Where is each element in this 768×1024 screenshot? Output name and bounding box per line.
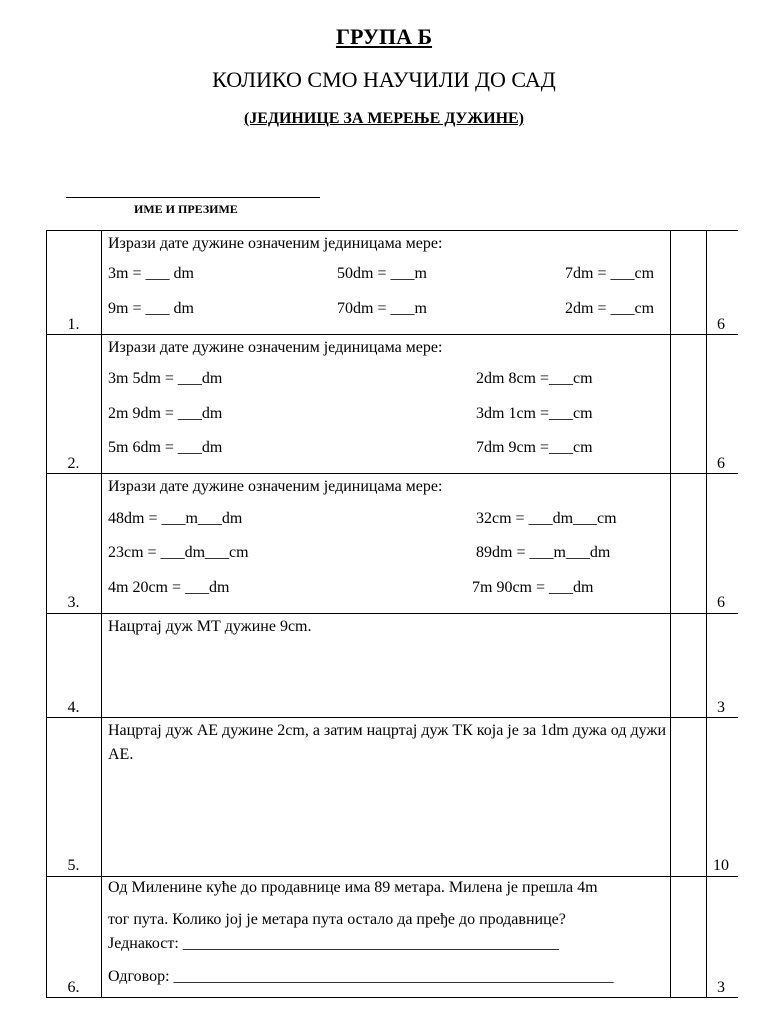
task-row-2: [46, 334, 738, 473]
task-2-item[interactable]: 2dm 8cm =___cm: [476, 370, 593, 387]
task-number: 2.: [67, 455, 80, 472]
task-2-item[interactable]: 3dm 1cm =___cm: [476, 405, 593, 422]
task-3-item[interactable]: 89dm = ___m___dm: [476, 544, 611, 561]
task-number: 4.: [67, 699, 80, 716]
page-subtitle: КОЛИКО СМО НАУЧИЛИ ДО САД: [212, 67, 556, 92]
task-number: 5.: [67, 857, 80, 874]
answer-field[interactable]: Одговор: _______________________________________________________: [108, 968, 614, 985]
task-2-instruction: Изрази дате дужине означеним јединицама мере:: [108, 339, 443, 356]
task-3-item[interactable]: 32cm = ___dm___cm: [476, 510, 617, 527]
task-2-item[interactable]: 3m 5dm = ___dm: [108, 370, 223, 387]
task-6-line2: тог пута. Колико јој је метара пута остало да пређе до продавнице?: [108, 911, 566, 928]
task-row-4: [46, 613, 738, 717]
name-label: ИМЕ И ПРЕЗИМЕ: [134, 202, 238, 216]
task-1-item[interactable]: 9m = ___ dm: [108, 300, 194, 317]
page-topic: (ЈЕДИНИЦЕ ЗА МЕРЕЊЕ ДУЖИНЕ): [243, 110, 525, 127]
task-number: 1.: [67, 316, 80, 333]
task-5-instruction: Нацртај дуж АЕ дужине 2cm, а затим нацртај дуж ТК која је за 1dm дужа од дужи АЕ.: [108, 722, 667, 763]
task-2-item[interactable]: 5m 6dm = ___dm: [108, 439, 223, 456]
task-3-item[interactable]: 7m 90cm = ___dm: [472, 579, 594, 596]
task-points: 3: [717, 699, 725, 716]
task-4-instruction: Нацртај дуж МТ дужине 9cm.: [108, 618, 312, 635]
task-3-item[interactable]: 23cm = ___dm___cm: [108, 544, 249, 561]
task-1-item[interactable]: 70dm = ___m: [337, 300, 427, 317]
task-1-instruction: Изрази дате дужине означеним јединицама мере:: [108, 235, 443, 252]
task-6-line1: Од Миленине куће до продавнице има 89 метара. Милена је прешла 4m: [108, 879, 598, 896]
task-1-item[interactable]: 50dm = ___m: [337, 265, 427, 282]
equation-field[interactable]: Једнакост: _______________________________________________: [108, 935, 559, 952]
task-points: 3: [717, 979, 725, 996]
task-points: 6: [717, 316, 725, 333]
task-3-item[interactable]: 48dm = ___m___dm: [108, 510, 243, 527]
page-title: ГРУПА Б: [335, 24, 433, 49]
task-1-item[interactable]: 2dm = ___cm: [565, 300, 655, 317]
task-points: 10: [713, 857, 729, 874]
task-3-item[interactable]: 4m 20cm = ___dm: [108, 579, 230, 596]
task-row-6: [46, 876, 738, 997]
task-number: 3.: [67, 594, 80, 611]
task-row-5: [46, 717, 738, 876]
task-1-item[interactable]: 3m = ___ dm: [108, 265, 194, 282]
task-points: 6: [717, 594, 725, 611]
task-row-1: [46, 230, 738, 334]
task-1-item[interactable]: 7dm = ___cm: [565, 265, 655, 282]
task-2-item[interactable]: 2m 9dm = ___dm: [108, 405, 223, 422]
name-input-line[interactable]: [66, 197, 320, 198]
task-points: 6: [717, 455, 725, 472]
task-number: 6.: [67, 979, 80, 996]
task-row-3: [46, 473, 738, 613]
task-3-instruction: Изрази дате дужине означеним јединицама мере:: [108, 478, 443, 495]
task-2-item[interactable]: 7dm 9cm =___cm: [476, 439, 593, 456]
